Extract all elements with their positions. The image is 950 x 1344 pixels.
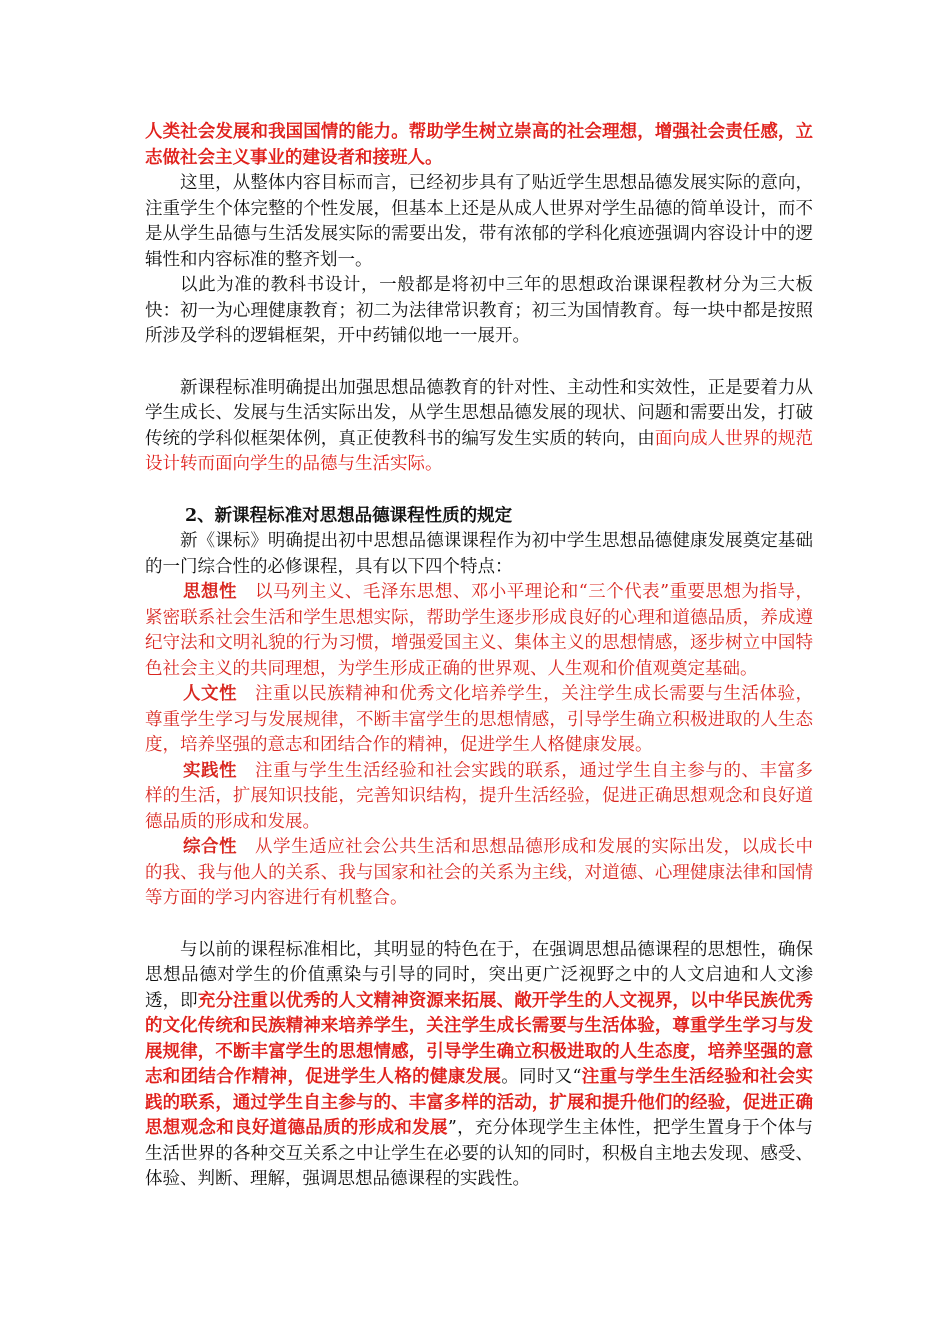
- feature-description: 注重与学生生活经验和社会实践的联系，通过学生自主参与的、丰富多样的生活，扩展知识技能，完善知识结构，提升生活经验，促进正确思想观念和良好道德品质的形成和发展。: [145, 760, 813, 832]
- feature-term: 综合性: [183, 837, 238, 857]
- feature-description: 以马列主义、毛泽东思想、邓小平理论和“三个代表”重要思想为指导，紧密联系社会生活和学生思想实际，帮助学生逐步形成良好的心理和道德品质，养成遵纪守法和文明礼貌的行为习惯，增强爱国主义、集体主义的思想情感，逐步树立中国特色社会主义的共同理想，为学生形成正确的世界观、人生观和价值观奠定基础。: [145, 582, 813, 679]
- spacer: [145, 912, 813, 938]
- paragraph-content-analysis: 这里，从整体内容目标而言，已经初步具有了贴近学生思想品德发展实际的意向，注重学生个体完整的个性发展，但基本上还是从成人世界对学生品德的简单设计，而不是从学生品德与生活发展实际的需要出发，带有浓郁的学科化痕迹强调内容设计中的逻辑性和内容标准的整齐划一。: [145, 173, 813, 270]
- comparison-text-a: 与以前的课程标准相比，其明显的特色在于，在强调思想品德课程的思想性，确保思想品德对学生的价值熏染与引导的同时，突出更广泛视野之中的人文启迪和人文渗透，即: [145, 939, 813, 1011]
- new-standard-text: 新课程标准明确提出加强思想品德教育的针对性、主动性和实效性，正是要着力从学生成长、发展与生活实际出发，从学生思想品德发展的现状、问题和需要出发，打破传统的学科似框架体例，真正使教科书的编写发生实质的转向，由: [145, 377, 813, 449]
- section-heading: 2、新课程标准对思想品德课程性质的规定: [185, 505, 513, 526]
- paragraph-textbook-design: 以此为准的教科书设计，一般都是将初中三年的思想政治课课程教材分为三大板快：初一为心理健康教育；初二为法律常识教育；初三为国情教育。每一块中都是按照所涉及学科的逻辑框架，开中药铺似地一一展开。: [145, 275, 813, 346]
- feature-humanistic: [145, 682, 813, 759]
- feature-term: 实践性: [183, 760, 238, 781]
- paragraph-goal-continuation: 人类社会发展和我国国情的能力。帮助学生树立崇高的社会理想，增强社会责任感，立志做社会主义事业的建设者和接班人。: [145, 122, 813, 168]
- feature-term: 思想性: [183, 582, 237, 602]
- paragraph-curriculum-nature: 新《课标》明确提出初中思想品德课课程作为初中学生思想品德健康发展奠定基础的一门综合性的必修课程，具有以下四个特点：: [145, 531, 813, 577]
- comparison-text-c: 。同时又“: [501, 1067, 582, 1087]
- feature-description: 注重以民族精神和优秀文化培养学生，关注学生成长需要与生活体验，尊重学生学习与发展规律，不断丰富学生的思想情感，引导学生确立积极进取的人生态度，培养坚强的意志和团结合作的精神，促进学生人格健康发展。: [145, 684, 813, 755]
- document-body: [145, 120, 813, 1193]
- paragraph-comparison: [145, 938, 813, 1193]
- feature-comprehensive: [145, 835, 813, 912]
- feature-ideological: [145, 580, 813, 682]
- feature-practical: [145, 759, 813, 836]
- comparison-text-e: ”，充分体现学生主体性，把学生置身于个体与生活世界的各种交互关系之中让学生在必要的认知的同时，积极自主地去发现、感受、体验、判断、理解，强调思想品德课程的实践性。: [145, 1118, 813, 1189]
- spacer: [145, 350, 813, 376]
- feature-term: 人文性: [183, 684, 238, 704]
- new-standard-highlight: 面向成人世界的规范设计转而面向学生的品德与生活实际。: [145, 428, 814, 474]
- spacer: [145, 478, 813, 504]
- comparison-highlight-d: 注重与学生生活经验和社会实践的联系，通过学生自主参与的、丰富多样的活动，扩展和提升他们的经验，促进正确思想观念和良好道德品质的形成和发展: [145, 1067, 814, 1138]
- feature-description: 从学生适应社会公共生活和思想品德形成和发展的实际出发，以成长中的我、我与他人的关系、我与国家和社会的关系为主线，对道德、心理健康法律和国情等方面的学习内容进行有机整合。: [145, 837, 813, 908]
- comparison-highlight-b: 充分注重以优秀的人文精神资源来拓展、敞开学生的人文视界，以中华民族优秀的文化传统和民族精神来培养学生，关注学生成长需要与生活体验，尊重学生学习与发展规律，不断丰富学生的思想情感，引导学生确立积极进取的人生态度，培养坚强的意志和团结合作精神，促进学生人格的健康发展: [145, 990, 814, 1087]
- paragraph-new-standard: [145, 376, 813, 478]
